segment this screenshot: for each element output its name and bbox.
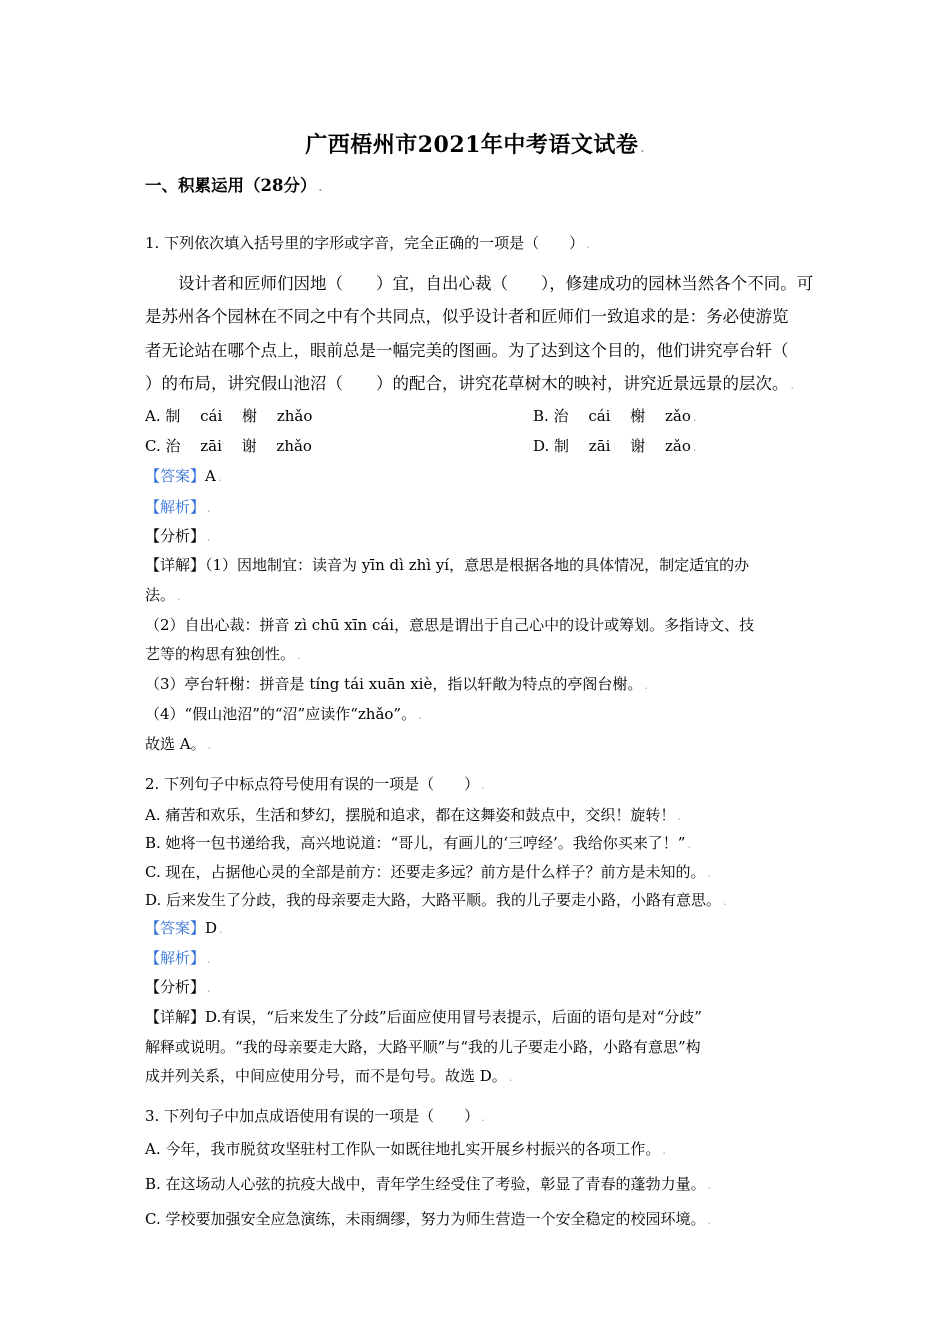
question-2-fenxi-label: 【分析】 . [145,978,211,996]
question-1-passage-line: 是苏州各个园林在不同之中有个共同点，似乎设计者和匠师们一致追求的是：务必使游览 [145,307,789,326]
question-1-passage-line: 者无论站在哪个点上，眼前总是一幅完美的图画。为了达到这个目的，他们讲究亭台轩（ [145,341,789,360]
question-3-stem: 3. 下列句子中加点成语使用有误的一项是（ ） . [145,1107,485,1125]
question-1-option-b: B. 治 cái 榭 zǎo . [533,407,697,425]
question-2-detail-line: 解释或说明。“我的母亲要走大路，大路平顺”与“我的儿子要走小路，小路有意思”构 [145,1038,701,1056]
question-2-option-a: A. 痛苦和欢乐，生活和梦幻，摆脱和追求，都在这舞姿和鼓点中，交织！旋转！ . [145,806,681,824]
question-2-analysis-label: 【解析】 . [145,949,211,967]
document-title: 广西梧州市2021年中考语文试卷 . [305,132,645,158]
question-1-stem: 1. 下列依次填入括号里的字形或字音，完全正确的一项是（ ） . [145,234,590,252]
question-1-detail-line: （2）自出心裁：拼音 zì chū xīn cái，意思是谓出于自己心中的设计或筹划。多指诗文、技 [145,616,755,634]
question-1-detail-line: 【详解】（1）因地制宜：读音为 yīn dì zhì yí，意思是根据各地的具体情况，制定适宜的办 [145,556,750,574]
question-2-answer: 【答案】D . [145,919,223,937]
question-3-option-c: C. 学校要加强安全应急演练，未雨绸缪，努力为师生营造一个安全稳定的校园环境。 . [145,1210,711,1228]
question-2-option-c: C. 现在，占据他心灵的全部是前方：还要走多远？前方是什么样子？前方是未知的。 . [145,863,711,881]
question-1-passage-line: 设计者和匠师们因地（ ）宜，自出心裁（ ），修建成功的园林当然各个不同。可 [178,274,814,293]
section-heading: 一、积累运用（28分） . [145,176,323,195]
question-2-option-b: B. 她将一包书递给我，高兴地说道：“哥儿，有画儿的‘三哼经’。我给你买来了！” . [145,834,691,852]
question-2-option-d: D. 后来发生了分歧，我的母亲要走大路，大路平顺。我的儿子要走小路，小路有意思。 . [145,891,727,909]
question-1-detail-line: （4）“假山池沼”的“沼”应读作“zhǎo”。 . [145,705,422,723]
question-1-detail-line: 法。 . [145,586,181,604]
question-3-option-a: A. 今年，我市脱贫攻坚驻村工作队一如既往地扎实开展乡村振兴的各项工作。 . [145,1140,666,1158]
question-1-analysis-label: 【解析】 . [145,498,211,516]
question-1-answer: 【答案】A . [145,467,222,485]
question-3-option-b: B. 在这场动人心弦的抗疫大战中，青年学生经受住了考验，彰显了青春的蓬勃力量。 . [145,1175,712,1193]
question-1-fenxi-label: 【分析】 . [145,527,211,545]
question-2-detail-line: 【详解】D.有误，“后来发生了分歧”后面应使用冒号表提示，后面的语句是对“分歧” [145,1008,702,1026]
question-1-detail-line: 故选 A。 . [145,735,212,753]
question-1-option-a: A. 制 cái 榭 zhǎo [145,407,313,425]
question-1-option-d: D. 制 zāi 谢 zǎo . [533,437,697,455]
question-1-detail-line: （3）亭台轩榭：拼音是 tíng tái xuān xiè，指以轩敞为特点的亭阁台榭。 . [145,675,648,693]
question-2-detail-line: 成并列关系，中间应使用分号，而不是句号。故选 D。 . [145,1067,513,1085]
question-2-stem: 2. 下列句子中标点符号使用有误的一项是（ ） . [145,775,485,793]
question-1-detail-line: 艺等的构思有独创性。 . [145,645,301,663]
question-1-passage-line: ）的布局，讲究假山池沼（ ）的配合，讲究花草树木的映衬，讲究近景远景的层次。 . [145,374,794,393]
question-1-option-c: C. 治 zāi 谢 zhǎo [145,437,312,455]
